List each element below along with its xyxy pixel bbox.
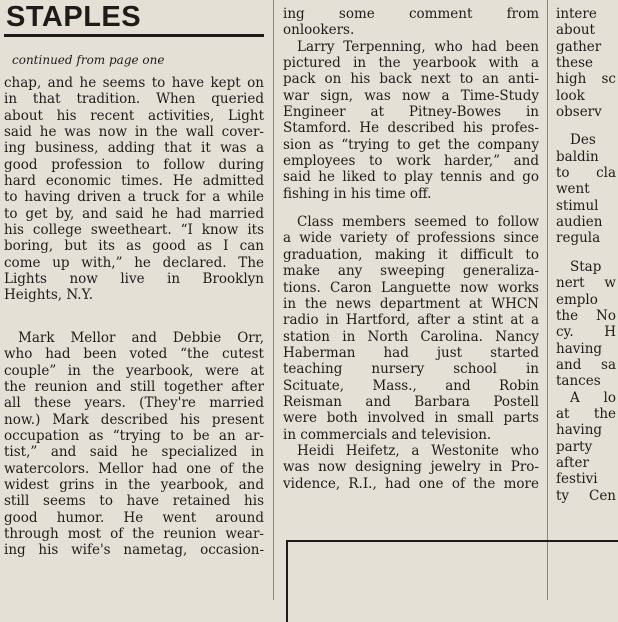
- text-line: couple” in the yearbook, were at: [4, 362, 264, 379]
- text-line: Haberman had just started: [283, 344, 539, 361]
- text-line: vidence, R.I., had one of the more: [283, 475, 539, 492]
- text-line: to get by, and said he had married: [4, 205, 264, 222]
- paragraph-gap: [283, 202, 539, 214]
- text-line: to cla: [556, 165, 616, 182]
- text-line: war sign, was now a Time-Study: [283, 87, 539, 104]
- text-line: through most of the reunion wear-: [4, 525, 264, 542]
- text-line: ing business, adding that it was a: [4, 140, 264, 157]
- text-line: intere: [556, 6, 597, 22]
- text-line: onlookers.: [283, 22, 355, 39]
- text-line: regula: [556, 230, 601, 247]
- text-line: Mark Mellor and Debbie Orr,: [18, 329, 264, 346]
- column-2-body: [283, 6, 539, 492]
- text-line: these: [556, 55, 594, 72]
- text-line: after: [556, 454, 589, 471]
- text-line: at the: [556, 405, 616, 422]
- text-line: Heights, N.Y.: [4, 287, 94, 304]
- text-line: hard economic times. He admitted: [4, 173, 264, 190]
- text-line: sion as “trying to get the company: [283, 136, 539, 153]
- text-line: tist,” and said he specialized in: [4, 444, 264, 461]
- text-line: all these years. (They're married: [4, 395, 264, 412]
- text-line: Engineer at Pitney-Bowes in: [283, 104, 539, 121]
- text-line: in commercials and television.: [283, 426, 492, 443]
- text-line: a wide variety of professions since: [283, 230, 539, 247]
- text-line: graduation, making it difficult to: [283, 246, 539, 263]
- text-line: come up with,” he declared. The: [4, 254, 264, 271]
- text-line: audien: [556, 214, 603, 231]
- text-line: said he liked to play tennis and go: [283, 169, 539, 186]
- text-line: having: [556, 422, 603, 439]
- paragraph-gap: [556, 247, 616, 259]
- text-line: to having driven a truck for a while: [4, 189, 264, 206]
- text-line: high sc: [556, 71, 616, 88]
- text-line: Des: [570, 132, 596, 149]
- text-line: Class members seemed to follow: [297, 214, 539, 231]
- text-line: pictured in the yearbook with a: [283, 55, 539, 72]
- text-line: make any sweeping generaliza-: [283, 263, 539, 280]
- text-line: in that tradition. When queried: [4, 91, 264, 108]
- column-3-body: [556, 6, 616, 504]
- text-line: ing his wife's nametag, occasion-: [4, 542, 264, 559]
- text-line: was now designing jewelry in Pro-: [283, 459, 539, 476]
- text-line: the No: [556, 307, 616, 324]
- text-line: ing some comment from: [283, 6, 539, 22]
- column-rule: [547, 0, 548, 600]
- text-line: baldin: [556, 148, 599, 165]
- text-line: Stamford. He described his profes-: [283, 120, 539, 137]
- paragraph-gap: [556, 120, 616, 132]
- text-line: having: [556, 340, 603, 357]
- text-line: cy. H: [556, 324, 616, 341]
- text-line: fishing in his time off.: [283, 185, 432, 202]
- text-line: about: [556, 22, 595, 39]
- text-line: party: [556, 438, 593, 455]
- text-line: in the news department at WHCN: [283, 295, 539, 312]
- text-line: stimul: [556, 197, 599, 214]
- text-line: nert w: [556, 275, 616, 292]
- continued-note: continued from page one: [12, 53, 165, 67]
- text-line: station in North Carolina. Nancy: [283, 328, 539, 345]
- text-line: observ: [556, 104, 602, 121]
- text-line: Heidi Heifetz, a Westonite who: [297, 442, 539, 459]
- text-line: emplo: [556, 291, 598, 308]
- text-line: went: [556, 181, 590, 198]
- text-line: now.) Mark described his present: [4, 411, 264, 428]
- text-line: his college sweetheart. “I know its: [4, 222, 264, 239]
- text-line: tances: [556, 373, 601, 390]
- paragraph-gap: [4, 304, 264, 330]
- text-line: A lo: [570, 389, 616, 406]
- text-line: were both involved in small parts: [283, 410, 539, 427]
- text-line: Stap: [570, 258, 602, 275]
- text-line: Reisman and Barbara Postell: [283, 393, 539, 410]
- text-line: festivi: [556, 471, 598, 488]
- headline: STAPLES: [4, 0, 264, 37]
- text-line: employees to work harder,” and: [283, 153, 539, 170]
- article-column-2: [283, 0, 539, 600]
- text-line: look: [556, 87, 585, 104]
- text-line: pack on his back next to an anti-: [283, 71, 539, 88]
- text-line: teaching nursery school in: [283, 361, 539, 378]
- text-line: Lights now live in Brooklyn: [4, 271, 264, 288]
- text-line: still seems to have retained his: [4, 493, 264, 510]
- text-line: the reunion and still together after: [4, 378, 264, 395]
- text-line: tions. Caron Languette now works: [283, 279, 539, 296]
- text-line: good humor. He went around: [4, 509, 264, 526]
- text-line: chap, and he seems to have kept on: [4, 75, 264, 91]
- text-line: watercolors. Mellor had one of the: [4, 460, 264, 477]
- column-rule: [273, 0, 274, 600]
- text-line: radio in Hartford, after a stint at a: [283, 312, 539, 329]
- text-line: widest grins in the yearbook, and: [4, 476, 264, 493]
- text-line: said he was now in the wall cover-: [4, 124, 264, 141]
- article-column-3: [556, 0, 616, 600]
- text-line: boring, but its as good as I can: [4, 238, 264, 255]
- text-line: ty Cen: [556, 487, 616, 504]
- text-line: occupation as “trying to be an ar-: [4, 427, 264, 444]
- article-column-1: [4, 0, 264, 600]
- adjacent-box-frame: [286, 540, 618, 622]
- column-1-body: [4, 75, 264, 559]
- text-line: who had been voted “the cutest: [4, 346, 264, 363]
- text-line: Scituate, Mass., and Robin: [283, 377, 539, 394]
- text-line: and sa: [556, 356, 616, 373]
- text-line: good profession to follow during: [4, 156, 264, 173]
- text-line: about his recent activities, Light: [4, 107, 264, 124]
- text-line: Larry Terpenning, who had been: [297, 38, 539, 55]
- text-line: gather: [556, 38, 602, 55]
